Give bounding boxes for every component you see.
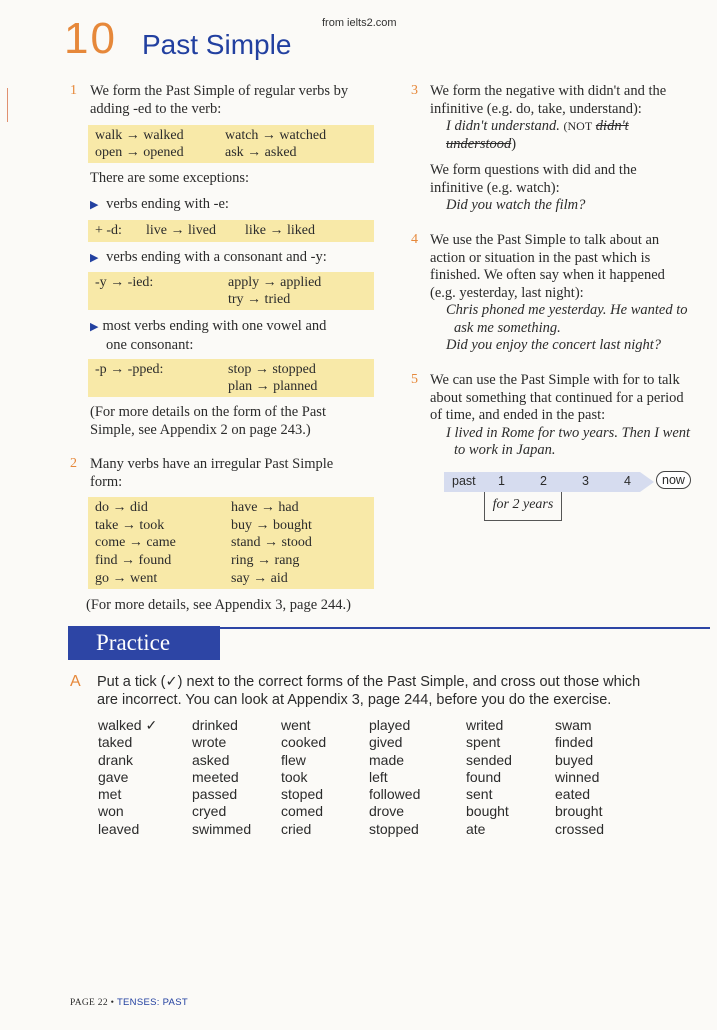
word-grid: [98, 717, 698, 842]
word-item[interactable]: drinked: [192, 717, 238, 733]
example-box-irregular: [88, 497, 374, 589]
timeline-tick: 2: [540, 474, 547, 488]
word-item[interactable]: stoped: [281, 786, 324, 803]
example-sentence: I didn't understand.: [446, 118, 560, 134]
timeline-now-label: now: [656, 471, 691, 489]
bullet-text: one consonant:: [106, 336, 194, 353]
section-4-line: (e.g. yesterday, last night):: [430, 284, 584, 301]
triangle-bullet-icon: ▶: [90, 321, 99, 333]
section-number-3: 3: [411, 83, 418, 98]
instruction-line: Put a tick (✓) next to the correct forms of the Past Simple, and cross out those which: [97, 674, 641, 690]
section-number-4: 4: [411, 232, 418, 247]
example-column: do → did take → took come → came find → found go → went: [95, 500, 176, 586]
word-item[interactable]: gived: [369, 734, 403, 751]
section-5-text: [430, 372, 715, 460]
word-item[interactable]: drove: [369, 803, 405, 820]
example-sentence: Did you watch the film?: [446, 197, 586, 213]
section-5-line: of time, and ended in the past:: [430, 407, 606, 423]
section-1-line: adding -ed to the verb:: [90, 100, 222, 117]
section-number-2: 2: [70, 456, 77, 471]
rule-label: -y → -ied:: [95, 275, 154, 290]
footer-bullet: •: [110, 998, 115, 1008]
example-sentence: Chris phoned me yesterday. He wanted to: [446, 302, 688, 318]
timeline-tick: 4: [624, 474, 631, 488]
word-item[interactable]: spent: [466, 734, 501, 751]
watermark: from ielts2.com: [322, 17, 397, 29]
section-3-line: We form questions with did and the: [430, 162, 637, 178]
word-item[interactable]: leaved: [98, 820, 140, 837]
bullet-vowel: [90, 318, 380, 354]
page-title: Past Simple: [142, 29, 292, 60]
word-item[interactable]: went: [281, 717, 311, 733]
rule-label: + -d:: [95, 223, 122, 238]
example-box-y: [88, 272, 374, 310]
timeline-tick: 1: [498, 474, 505, 488]
word-column: [98, 717, 157, 838]
word-column: [281, 717, 326, 838]
bullet-text: verbs ending with a consonant and -y:: [106, 249, 327, 265]
word-item[interactable]: left: [369, 768, 388, 785]
word-item[interactable]: sent: [466, 786, 493, 803]
timeline-tick: 3: [582, 474, 589, 488]
unit-number: 10: [64, 14, 117, 63]
page-footer: [70, 997, 188, 1008]
section-number-5: 5: [411, 372, 418, 387]
section-3-questions: [430, 162, 715, 215]
word-item[interactable]: won: [98, 803, 124, 820]
exceptions-text: There are some exceptions:: [90, 170, 250, 186]
word-item[interactable]: meeted: [192, 768, 239, 785]
section-4-line: We use the Past Simple to talk about an: [430, 232, 660, 248]
word-item[interactable]: took: [281, 768, 308, 785]
word-column: [466, 717, 512, 838]
margin-line: [7, 88, 8, 122]
not-label: (NOT: [563, 119, 593, 133]
note-line: (For more details on the form of the Past: [90, 404, 326, 420]
word-item[interactable]: cooked: [281, 734, 327, 751]
section-4-line: action or situation in the past which is: [430, 249, 651, 266]
section-2-line: form:: [90, 473, 123, 490]
appendix-note-2: (For more details, see Appendix 3, page 244.): [86, 597, 351, 613]
instruction-line: are incorrect. You can look at Appendix 3, page 244, before you do the exercise.: [97, 692, 612, 708]
exercise-instructions: [97, 673, 712, 709]
triangle-bullet-icon: ▶: [90, 252, 99, 264]
example-sentence: ask me something.: [454, 319, 561, 336]
word-item[interactable]: drank: [98, 751, 134, 768]
example-text: apply → applied try → tried: [228, 275, 322, 307]
word-item[interactable]: finded: [555, 734, 594, 751]
example-sentence: I lived in Rome for two years. Then I went: [446, 424, 691, 441]
word-column: [369, 717, 420, 838]
word-item[interactable]: writed: [466, 717, 504, 733]
section-4-text: [430, 232, 715, 355]
word-item[interactable]: bought: [466, 803, 509, 820]
appendix-note-1: [90, 404, 390, 439]
section-3-line: infinitive (e.g. watch):: [430, 179, 560, 196]
example-column: watch → watched ask → asked: [225, 128, 327, 160]
word-item[interactable]: comed: [281, 803, 324, 820]
bullet-text: most verbs ending with one vowel and: [102, 318, 327, 334]
example-text: live → lived: [146, 223, 216, 238]
word-item[interactable]: flew: [281, 751, 306, 768]
close-paren: ): [511, 135, 517, 152]
practice-rule: [192, 627, 710, 629]
practice-heading: Practice: [68, 626, 220, 660]
section-1-line: We form the Past Simple of regular verbs by: [90, 83, 349, 99]
timeline-span-label: for 2 years: [492, 497, 554, 512]
section-5-line: about something that continued for a period: [430, 389, 684, 406]
rule-label: -p → -pped:: [95, 362, 164, 377]
section-2-intro: [90, 456, 390, 491]
word-item[interactable]: found: [466, 768, 502, 785]
word-item[interactable]: wrote: [192, 734, 227, 751]
word-item[interactable]: buyed: [555, 751, 594, 768]
word-item[interactable]: followed: [369, 786, 421, 803]
word-item[interactable]: swimmed: [192, 820, 252, 837]
word-item[interactable]: taked: [98, 734, 133, 751]
example-column: walk → walked open → opened: [95, 128, 184, 160]
example-box-pped: [88, 359, 374, 397]
word-item[interactable]: winned: [555, 768, 600, 785]
word-item[interactable]: met: [98, 786, 122, 803]
word-item[interactable]: ate: [466, 820, 486, 837]
triangle-bullet-icon: ▶: [90, 199, 99, 211]
example-text: stop → stopped plan → planned: [228, 362, 318, 394]
word-item[interactable]: walked ✓: [98, 717, 158, 733]
word-item[interactable]: asked: [192, 751, 230, 768]
word-item[interactable]: passed: [192, 786, 238, 803]
example-box-e: [88, 220, 374, 242]
word-column: [555, 717, 604, 838]
section-2-line: Many verbs have an irregular Past Simple: [90, 456, 334, 472]
timeline-past-label: past: [452, 474, 476, 488]
section-5-line: We can use the Past Simple with for to talk: [430, 372, 680, 388]
section-4-line: finished. We often say when it happened: [430, 267, 665, 283]
example-sentence: to work in Japan.: [454, 442, 556, 458]
word-item[interactable]: crossed: [555, 820, 605, 837]
example-box-regular: [88, 125, 374, 163]
word-item[interactable]: cried: [281, 820, 312, 837]
example-text: like → liked: [245, 223, 315, 238]
wrong-example: understood: [446, 135, 512, 152]
exercise-letter: A: [70, 673, 81, 690]
word-item[interactable]: cryed: [192, 803, 227, 820]
word-item[interactable]: made: [369, 751, 405, 768]
word-item[interactable]: played: [369, 717, 411, 733]
example-column: have → had buy → bought stand → stood ring → rang say → aid: [231, 500, 312, 586]
note-line: Simple, see Appendix 2 on page 243.): [90, 421, 311, 438]
timeline-span-bracket: [484, 492, 562, 521]
section-3-text: [430, 83, 715, 153]
word-item[interactable]: gave: [98, 768, 129, 785]
bullet-y: [90, 249, 327, 268]
page-number: PAGE 22: [70, 998, 108, 1008]
word-item[interactable]: eated: [555, 786, 591, 803]
word-item[interactable]: swam: [555, 717, 592, 733]
word-item[interactable]: stopped: [369, 820, 419, 837]
bullet-text: verbs ending with -e:: [106, 196, 229, 212]
section-number-1: 1: [70, 83, 77, 98]
footer-section: TENSES: PAST: [116, 997, 188, 1008]
bullet-e: [90, 196, 229, 215]
word-item[interactable]: brought: [555, 803, 603, 820]
word-column: [192, 717, 251, 838]
section-3-line: We form the negative with didn't and the: [430, 83, 667, 99]
word-item[interactable]: sended: [466, 751, 512, 768]
example-sentence: Did you enjoy the concert last night?: [446, 337, 662, 353]
section-1-intro: [90, 83, 390, 118]
section-3-line: infinitive (e.g. do, take, understand):: [430, 100, 642, 117]
wrong-example: didn't: [595, 118, 629, 134]
